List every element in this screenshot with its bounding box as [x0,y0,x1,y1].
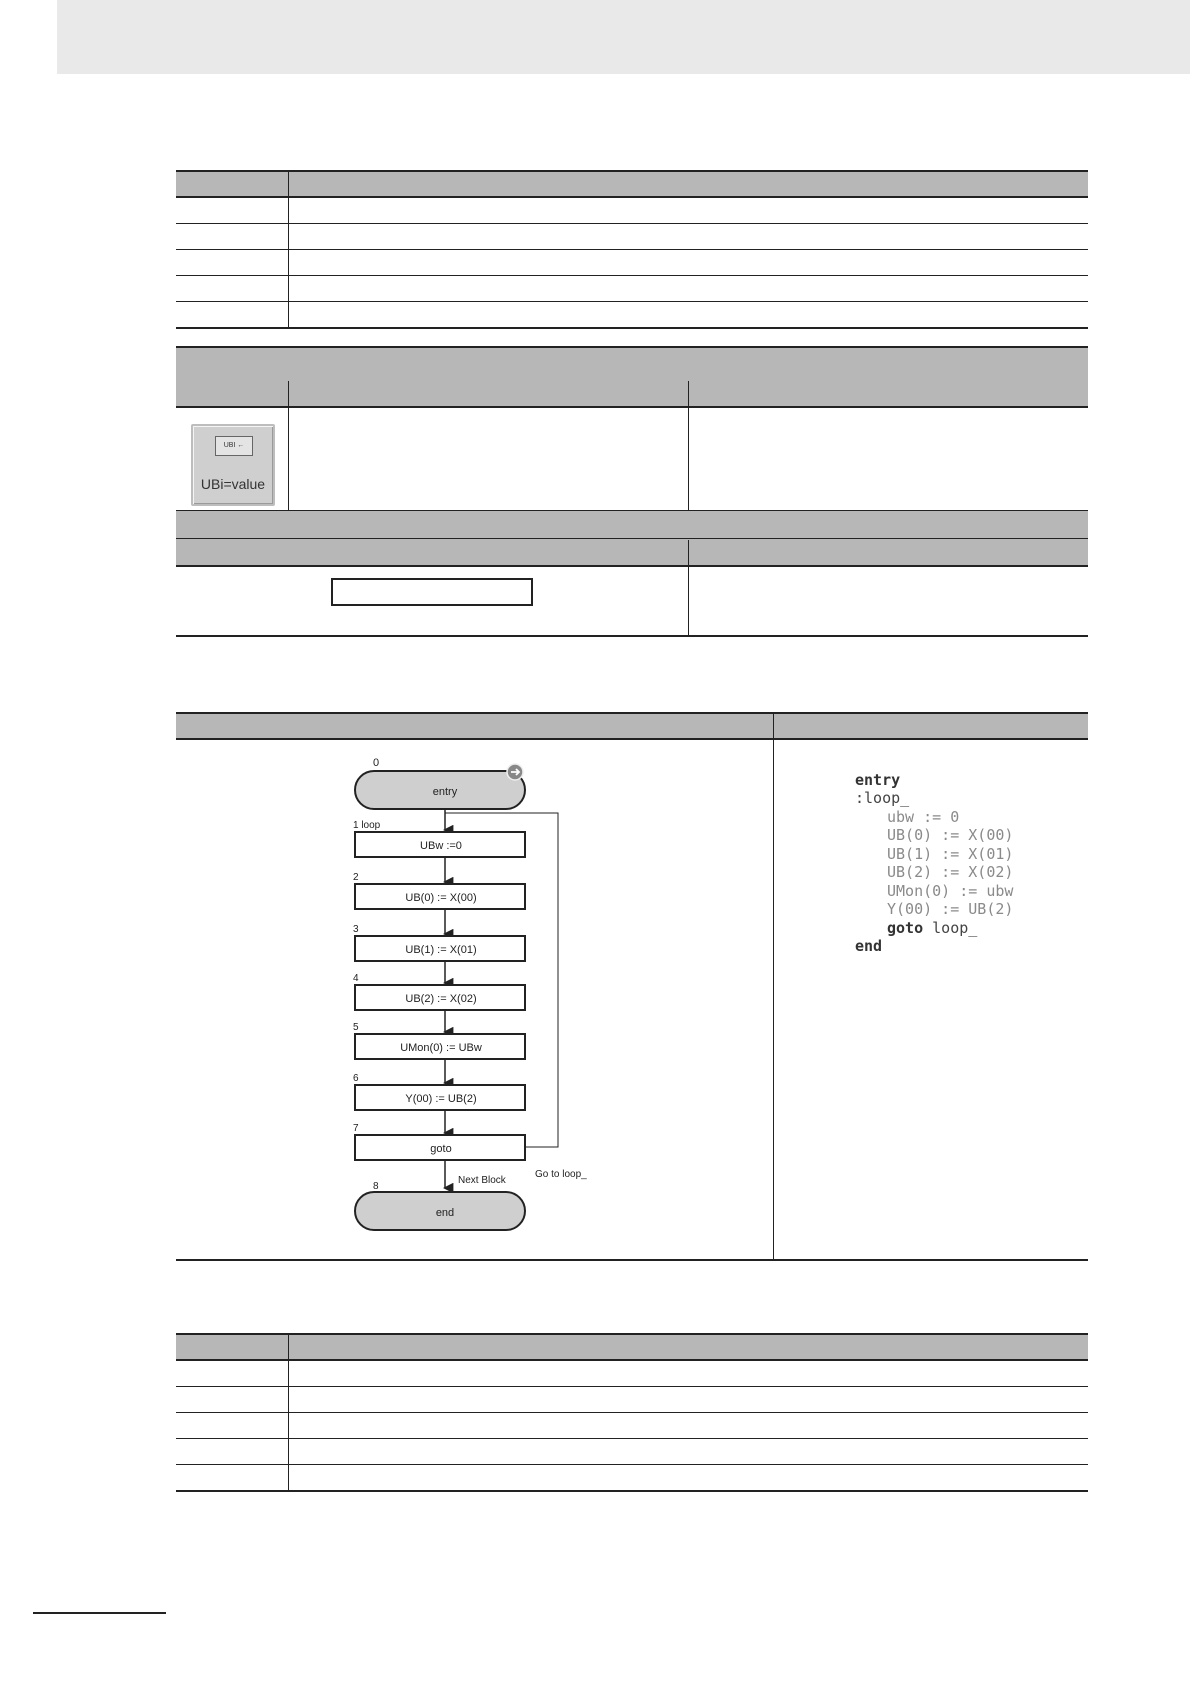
block-number: 1 loop [353,820,381,831]
code-goto-keyword: goto [887,918,924,937]
table-row [176,197,1088,224]
table-row [176,1465,1088,1492]
table-row [176,302,1088,329]
table-row [176,276,1088,302]
code-line: UMon(0) := ubw [887,881,1014,900]
block-number: 3 [353,924,359,935]
process-block-text: Y(00) := UB(2) [405,1093,477,1105]
parameter-table-top [176,170,1088,329]
block-number: 2 [353,872,359,883]
next-block-label: Next Block [458,1175,506,1186]
block-number: 6 [353,1073,359,1084]
code-line: UB(1) := X(01) [887,844,1014,863]
process-block-text: UBw :=0 [420,840,462,852]
process-block-text: UB(0) := X(00) [405,892,477,904]
table-row [176,1439,1088,1465]
process-block-text: goto [430,1143,452,1155]
table-header-cell [289,1334,1089,1360]
table-header-cell [289,171,1089,197]
parameter-table-bottom [176,1333,1088,1492]
flowchart-diagram [340,755,600,1250]
code-goto-target: loop_ [932,918,978,937]
table-row [176,1413,1088,1439]
table-header-row [176,380,1088,408]
process-block-text: UB(2) := X(02) [405,993,477,1005]
code-label: :loop_ [855,789,910,807]
ubi-value-label: UBi=value [200,476,266,492]
end-label: end [435,1207,455,1219]
code-line: UB(0) := X(00) [887,826,1014,844]
table-header-cell [176,171,289,197]
table-title-bar [176,510,1088,539]
footer-rule [33,1612,166,1614]
code-entry: entry [855,770,901,789]
goto-label: Go to loop_ [535,1169,587,1180]
entry-label: entry [432,786,458,798]
code-listing [855,752,1013,974]
block-number: 8 [373,1181,379,1192]
table-header-row [176,539,1088,567]
block-description-table [176,346,1088,637]
table-row [176,250,1088,276]
table-title-bar [176,346,1088,381]
ubi-value-block-button[interactable] [191,424,275,506]
table-header-cell [176,1334,289,1360]
page-header-band [57,0,1190,74]
ubi-icon: UBI ← [215,436,253,456]
table-row [176,1360,1088,1387]
value-input-box[interactable] [331,578,533,606]
process-block-text: UMon(0) := UBw [400,1042,482,1054]
code-line: UB(2) := X(02) [887,863,1014,881]
table-header-row [176,712,1088,740]
table-row [176,1387,1088,1413]
code-line: ubw := 0 [887,807,960,826]
block-number: 7 [353,1123,359,1134]
process-block-text: UB(1) := X(01) [405,944,477,956]
code-line: Y(00) := UB(2) [887,900,1014,918]
code-end: end [855,937,883,955]
table-row [176,224,1088,250]
block-number: 4 [353,973,359,984]
block-number: 0 [373,757,380,769]
block-number: 5 [353,1022,359,1033]
